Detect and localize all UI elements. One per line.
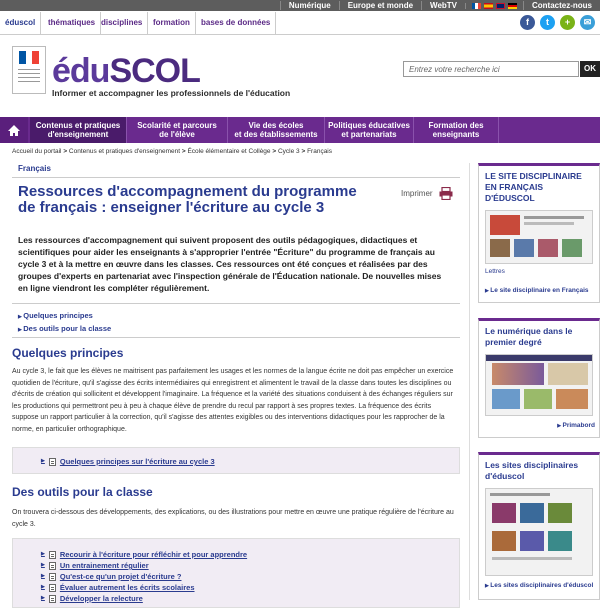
sidebar-link-sites-disciplinaires[interactable]: ▶ Les sites disciplinaires d'éduscol	[479, 580, 599, 591]
sidebar-box-sites-disciplinaires	[478, 452, 600, 600]
resource-link[interactable]: ▶ Quelques principes sur l'écriture au cycle 3	[41, 457, 215, 466]
home-icon[interactable]	[0, 117, 28, 143]
sidebar-link-site-francais[interactable]: ▶ Le site disciplinaire en Français	[479, 285, 599, 296]
resource-box-outils	[12, 538, 460, 608]
sites-disciplinaires-thumbnail[interactable]	[485, 488, 593, 576]
sidebar-link-primabord[interactable]: ▶ Primabord	[479, 420, 599, 431]
resource-link[interactable]: ▶ Évaluer autrement les écrits scolaires	[41, 583, 195, 592]
facebook-icon[interactable]: f	[520, 15, 535, 30]
tab-bases-de-donnees[interactable]: bases de données	[196, 12, 276, 34]
print-button[interactable]	[401, 187, 453, 200]
flag-es-icon[interactable]	[484, 3, 493, 9]
tab-disciplines[interactable]: disciplines	[96, 12, 148, 34]
flag-de-icon[interactable]	[508, 3, 517, 9]
document-icon	[49, 562, 56, 570]
section-heading-outils: Des outils pour la classe	[12, 485, 153, 499]
thumbnail-caption: Lettres	[485, 268, 505, 275]
site-tagline: Informer et accompagner les professionnels de l'éducation	[52, 88, 291, 98]
document-icon	[49, 595, 56, 603]
sidebar-box-site-francais	[478, 163, 600, 303]
breadcrumb-item[interactable]: Français	[307, 148, 333, 155]
sidebar-box-numerique	[478, 318, 600, 438]
top-utility-bar	[0, 0, 600, 11]
sidebar-box-title: LE SITE DISCIPLINAIRE EN FRANÇAIS D'ÉDUSCOL	[485, 171, 582, 203]
resource-link[interactable]: ▶ Un entrainement régulier	[41, 561, 149, 570]
page-title: Ressources d'accompagnement du programme de français : enseigner l'écriture au cycle 3	[18, 183, 357, 216]
secondary-nav	[0, 12, 600, 35]
site-screenshot-thumbnail[interactable]	[485, 210, 593, 264]
sidebar-box-title: Les sites disciplinaires d'éduscol	[485, 460, 579, 481]
resource-link[interactable]: ▶ Développer la relecture	[41, 594, 143, 603]
top-link-numerique[interactable]: Numérique	[280, 1, 339, 10]
breadcrumb: Accueil du portail > Contenus et pratiques d'enseignement > École élémentaire et Collège > Cycle 3 > Français	[12, 148, 333, 155]
document-icon	[49, 551, 56, 559]
social-links	[520, 15, 595, 30]
resource-box-principes	[12, 447, 460, 474]
twitter-icon[interactable]: t	[540, 15, 555, 30]
tab-thematiques[interactable]: thématiques	[43, 12, 101, 34]
section-text-outils: On trouvera ci-dessous des développements, des explications, ou des illustrations pour mettre en œuvre une pratique régulière de l'écriture au cycle 3.	[12, 509, 454, 528]
toc-link-outils[interactable]: ▶ Des outils pour la classe	[18, 323, 111, 336]
primabord-thumbnail[interactable]	[485, 354, 593, 416]
section-label[interactable]: Français	[18, 164, 51, 173]
resource-link[interactable]: ▶ Recourir à l'écriture pour réfléchir et pour apprendre	[41, 550, 248, 559]
eduscol-logo[interactable]: éduSCOL	[52, 52, 200, 90]
nav-scolarite-parcours[interactable]: Scolarité et parcours de l'élève	[127, 117, 228, 143]
sidebar-divider	[469, 163, 470, 600]
tab-eduscol[interactable]: éduscol	[0, 12, 41, 34]
add-icon[interactable]: +	[560, 15, 575, 30]
republique-francaise-logo[interactable]	[12, 46, 46, 94]
table-of-contents	[18, 310, 111, 336]
email-icon[interactable]: ✉	[580, 15, 595, 30]
breadcrumb-item[interactable]: Cycle 3	[277, 148, 300, 155]
printer-icon	[439, 187, 453, 200]
search-button[interactable]: OK	[580, 61, 600, 77]
nav-vie-ecoles[interactable]: Vie des écoles et des établissements	[228, 117, 325, 143]
sidebar-box-title: Le numérique dans le premier degré	[485, 326, 573, 347]
print-label: Imprimer	[401, 189, 433, 198]
divider	[12, 337, 460, 338]
intro-paragraph: Les ressources d'accompagnement qui suivent proposent des outils pédagogiques, didactiques et scientifiques pour aider les enseignants à s'approprier l'entrée "Écriture" du programme de français au cycle 3 et à la mettre en œuvre dans les classes. Ces ressources ont été conçues et réalisées par des groupes d'experts en partenariat avec l'inspection générale de l'Éducation nationale. De nouvelles mises en ligne viendront les compléter régulièrement.	[18, 235, 442, 293]
nav-formation-enseignants[interactable]: Formation des enseignants	[414, 117, 499, 143]
nav-politiques-educatives[interactable]: Politiques éducatives et partenariats	[325, 117, 414, 143]
toc-link-principes[interactable]: ▶ Quelques principes	[18, 310, 111, 323]
tab-formation[interactable]: formation	[148, 12, 196, 34]
divider	[12, 303, 460, 304]
document-icon	[49, 584, 56, 592]
breadcrumb-item[interactable]: École élémentaire et Collège	[187, 148, 271, 155]
divider	[12, 177, 460, 178]
top-link-webtv[interactable]: WebTV	[421, 1, 465, 10]
site-header	[0, 36, 600, 114]
search-input[interactable]: Entrez votre recherche ici	[403, 61, 579, 77]
main-nav	[0, 117, 600, 143]
document-icon	[49, 458, 56, 466]
flag-fr-icon[interactable]	[472, 3, 481, 9]
flag-uk-icon[interactable]	[496, 3, 505, 9]
top-link-europe[interactable]: Europe et monde	[339, 1, 421, 10]
breadcrumb-item[interactable]: Contenus et pratiques d'enseignement	[68, 148, 181, 155]
section-heading-principes: Quelques principes	[12, 346, 124, 360]
top-link-contact[interactable]: Contactez-nous	[523, 1, 600, 10]
document-icon	[49, 573, 56, 581]
language-flags	[465, 3, 523, 9]
nav-contenus-pratiques[interactable]: Contenus et pratiques d'enseignement	[30, 117, 127, 143]
section-text-principes: Au cycle 3, le fait que les élèves ne maitrisent pas parfaitement les usages et les normes de la langue écrite ne doit pas empêcher un exercice quotidien de l'écriture, qu'il s'agisse des écrits intermédiaires qui enregistrent et alimentent le travail de la classe dans toutes les disciplines ou d'écrits de création qui sollicitent et développent l'imaginaire. La fréquence et la variété des situations conduisent à des échanges réguliers sur les productions qui permettront peu à peu à chaque élève de prendre du recul par rapport à ses propres textes. La fréquence des écrits suppose un rapport particulier à la correction, qu'il s'agisse des attentes exigibles ou des interventions didactiques pour les rapprocher de la norme, en particulier orthographique.	[12, 368, 454, 433]
resource-link[interactable]: ▶ Qu'est-ce qu'un projet d'écriture ?	[41, 572, 182, 581]
breadcrumb-item[interactable]: Accueil du portail	[12, 148, 62, 155]
